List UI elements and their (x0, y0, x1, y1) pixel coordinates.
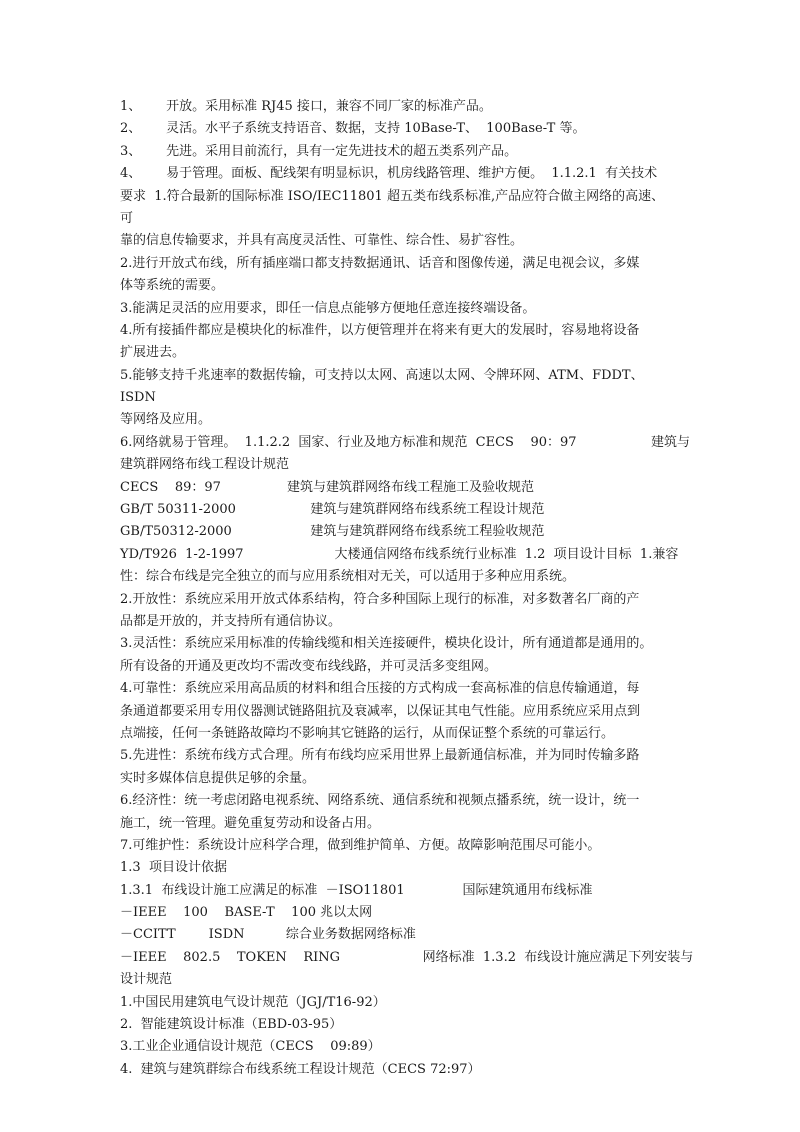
text-line: 3.灵活性：系统应采用标准的传输线缆和相关连接硬件，模块化设计，所有通道都是通用的。 (120, 636, 653, 652)
text-line: 条通道都要采用专用仪器测试链路阻抗及衰减率，以保证其电气性能。应用系统应采用点到 (120, 703, 641, 719)
text-line: 4.所有接插件都应是模块化的标准件，以方便管理并在将来有更大的发展时，容易地将设备 (120, 322, 640, 338)
text-line: 4. 建筑与建筑群综合布线系统工程设计规范（CECS 72:97） (120, 1061, 481, 1077)
text-line: 2.进行开放式布线，所有插座端口都支持数据通讯、话音和图像传递，满足电视会议，多媒 (120, 255, 640, 271)
text-line: 实时多媒体信息提供足够的余量。 (120, 770, 316, 786)
text-line: 1.中国民用建筑电气设计规范（JGJ/T16-92） (120, 994, 386, 1010)
document-body (120, 96, 694, 1081)
text-line: 建筑群网络布线工程设计规范 (120, 457, 290, 473)
text-line: 3.工业企业通信设计规范（CECS 09:89） (120, 1039, 381, 1055)
text-line: 2、 灵活。水平子系统支持语音、数据，支持 10Base-T、 100Base-T 等。 (120, 121, 586, 137)
text-line: 4、 易于管理。面板、配线架有明显标识，机房线路管理、维护方便。 1.1.2.1 有关技术 (120, 166, 658, 182)
text-line: 1.3 项目设计依据 (120, 860, 227, 876)
text-line: 5.能够支持千兆速率的数据传输，可支持以太网、高速以太网、令牌环网、ATM、FDDT、 (120, 367, 644, 383)
text-line: 点端接，任何一条链路故障均不影响其它链路的运行，从而保证整个系统的可靠运行。 (120, 725, 615, 741)
text-line: 要求 1.符合最新的国际标准 ISO/IEC11801 超五类布线系标准,产品应符合做主网络的高速、 (120, 188, 665, 204)
text-line: 3.能满足灵活的应用要求，即任一信息点能够方便地任意连接终端设备。 (120, 300, 536, 316)
text-line: ISDN (120, 390, 156, 406)
text-line: 品都是开放的，并支持所有通信协议。 (120, 613, 342, 629)
text-line: CECS 89：97 建筑与建筑群网络布线工程施工及验收规范 (120, 479, 535, 495)
text-line: 所有设备的开通及更改均不需改变布线线路，并可灵活多变组网。 (120, 658, 498, 674)
text-line: 4.可靠性：系统应采用高品质的材料和组合压接的方式构成一套高标准的信息传输通道，每 (120, 681, 640, 697)
text-line: －IEEE 100 BASE-T 100 兆以太网 (120, 905, 373, 921)
text-line: 6.网络就易于管理。 1.1.2.2 国家、行业及地方标准和规范 CECS 90：97 建筑与 (120, 434, 690, 450)
text-line: 可 (120, 210, 134, 226)
text-line: 施工，统一管理。避免重复劳动和设备占用。 (120, 815, 381, 831)
text-line: 靠的信息传输要求，并具有高度灵活性、可靠性、综合性、易扩容性。 (120, 233, 524, 249)
text-line: 等网络及应用。 (120, 412, 212, 428)
text-line: 1.3.1 布线设计施工应满足的标准 －ISO11801 国际建筑通用布线标准 (120, 882, 593, 898)
text-line: 3、 先进。采用目前流行，具有一定先进技术的超五类系列产品。 (120, 143, 518, 159)
text-line: 1、 开放。采用标准 RJ45 接口，兼容不同厂家的标准产品。 (120, 99, 492, 114)
text-line: 5.先进性：系统布线方式合理。所有布线均应采用世界上最新通信标准，并为同时传输多路 (120, 748, 640, 764)
text-line: 设计规范 (120, 972, 173, 988)
text-line: 7.可维护性：系统设计应科学合理，做到维护简单、方便。故障影响范围尽可能小。 (120, 837, 601, 853)
text-line: YD/T926 1-2-1997 大楼通信网络布线系统行业标准 1.2 项目设计目标 1.兼容 (120, 546, 679, 562)
text-line: 2. 智能建筑设计标准（EBD-03-95） (120, 1017, 343, 1033)
text-line: 扩展进去。 (120, 345, 186, 361)
text-line: GB/T 50311-2000 建筑与建筑群网络布线系统工程设计规范 (120, 502, 545, 518)
text-line: －CCITT ISDN 综合业务数据网络标准 (120, 927, 416, 943)
text-line: GB/T50312-2000 建筑与建筑群网络布线系统工程验收规范 (120, 524, 545, 540)
text-line: 2.开放性：系统应采用开放式体系结构，符合多种国际上现行的标准，对多数著名厂商的产 (120, 591, 640, 607)
text-line: －IEEE 802.5 TOKEN RING 网络标准 1.3.2 布线设计施应满足下列安装与 (120, 949, 694, 965)
text-line: 体等系统的需要。 (120, 278, 225, 294)
text-line: 6.经济性：统一考虑闭路电视系统、网络系统、通信系统和视频点播系统，统一设计，统一 (120, 793, 640, 809)
text-line: 性：综合布线是完全独立的而与应用系统相对无关，可以适用于多种应用系统。 (120, 569, 576, 585)
